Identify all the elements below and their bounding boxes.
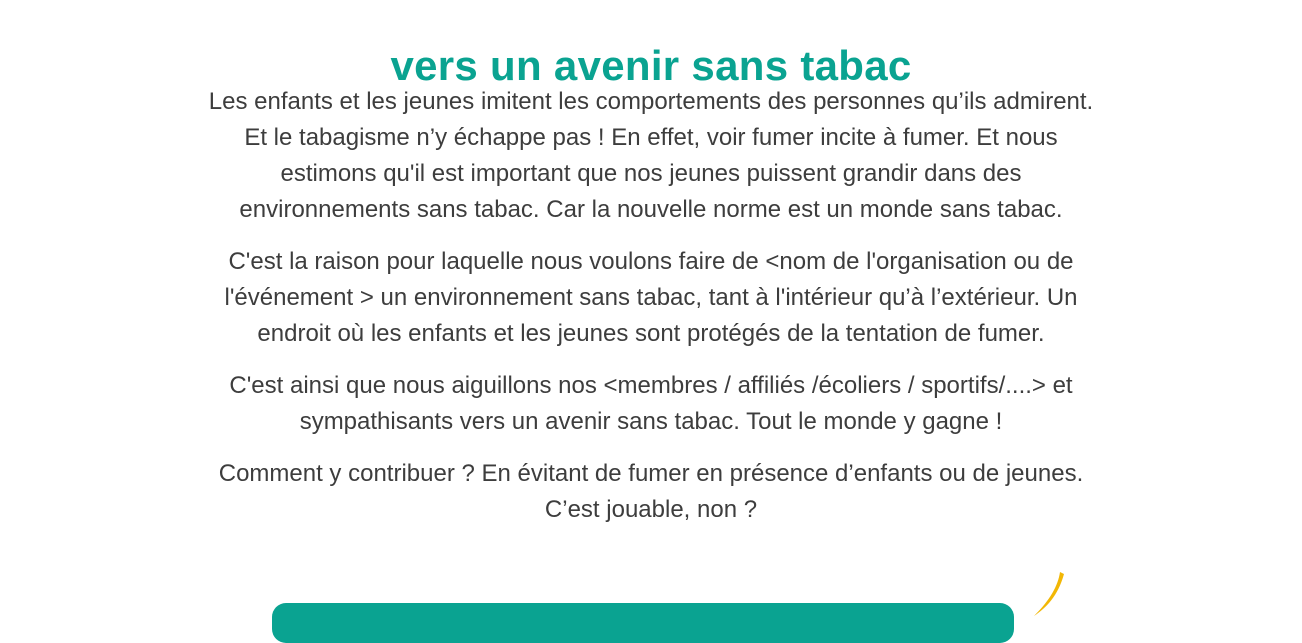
page-heading: vers un avenir sans tabac [390,42,912,90]
brush-stroke-icon [1024,570,1074,620]
paragraph-contribution: Comment y contribuer ? En évitant de fumer en présence d’enfants ou de jeunes. C’est jouable, non ? [218,460,1084,523]
paragraph-members: C'est ainsi que nous aiguillons nos <membres / affiliés /écoliers / sportifs/....> et sympathisants vers un avenir sans tabac. Tout le monde y gagne ! [229,372,1073,435]
paragraph-intro: Les enfants et les jeunes imitent les comportements des personnes qu’ils admirent. Et le tabagisme n’y échappe pas ! En effet, voir fumer incite à fumer. Et nous estimons qu'il est important que nos jeunes puissent grandir dans des environnements sans tabac. Car la nouvelle norme est un monde sans tabac. [208,88,1094,223]
paragraph-organisation: C'est la raison pour laquelle nous voulons faire de <nom de l'organisation ou de l'événement > un environnement sans tabac, tant à l'intérieur qu’à l’extérieur. Un endroit où les enfants et les jeunes sont protégés de la tentation de fumer. [224,248,1078,347]
body-text [90,84,1212,544]
cta-banner[interactable] [272,603,1014,643]
